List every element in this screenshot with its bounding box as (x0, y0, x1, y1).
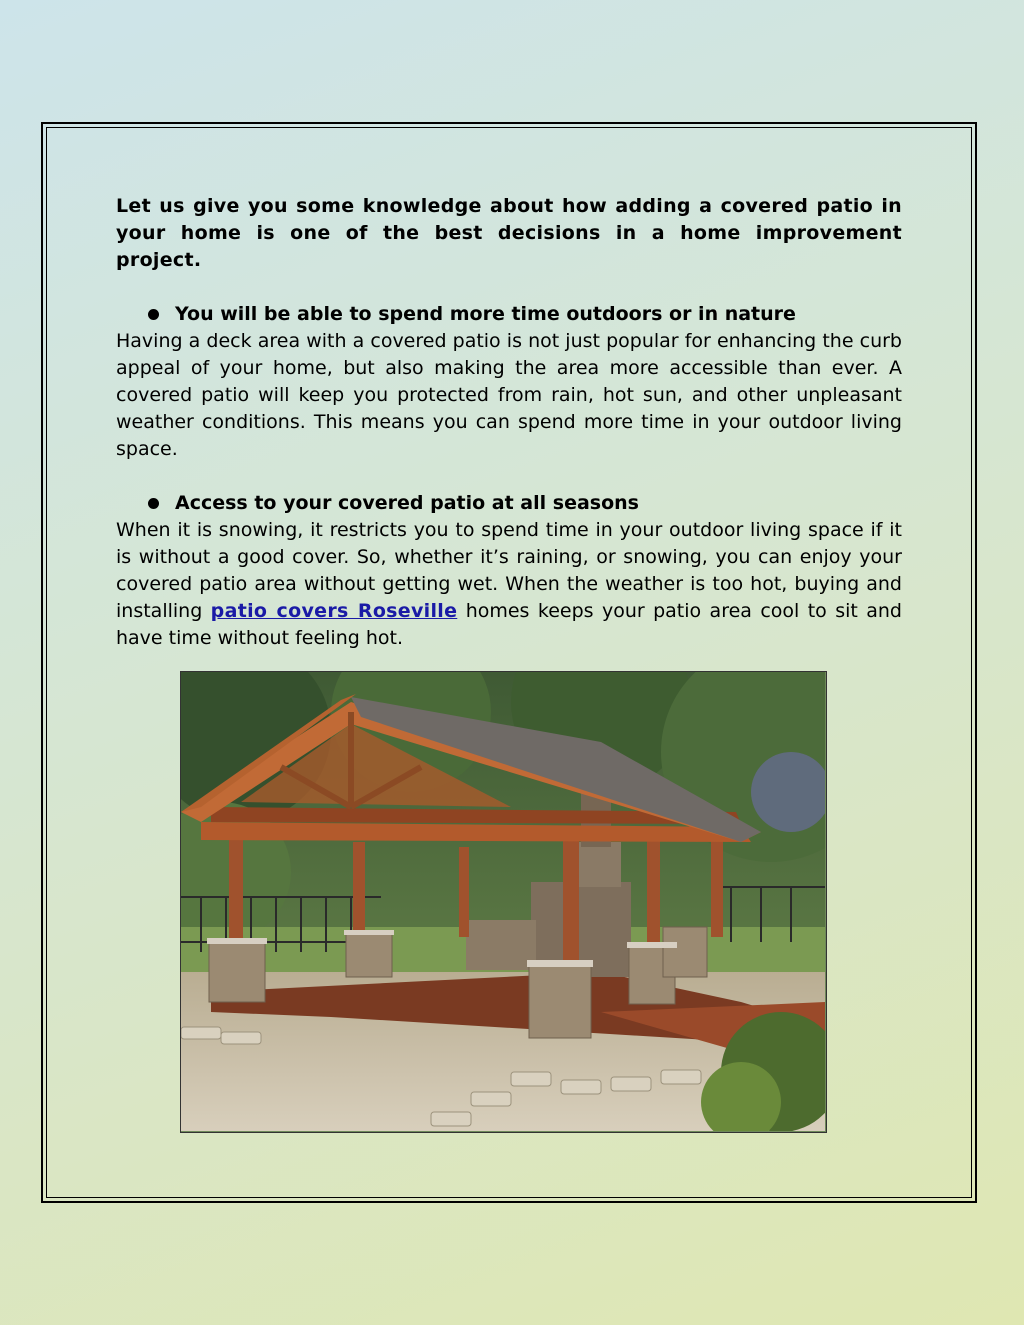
article-content (116, 193, 902, 652)
section-heading-seasons (116, 490, 902, 517)
section-heading-text: Access to your covered patio at all seasons (175, 492, 639, 514)
covered-patio-photo (180, 671, 827, 1133)
section-body-outdoors: Having a deck area with a covered patio is not just popular for enhancing the curb appeal of your home, but also making the area more accessible than ever. A covered patio will keep you protected from rain, hot sun, and other unpleasant weather conditions. This means you can spend more time in your outdoor living space. (116, 330, 902, 460)
section-body-seasons (116, 517, 902, 652)
intro-paragraph: Let us give you some knowledge about how adding a covered patio in your home is one of the best decisions in a home improvement project. (116, 195, 902, 271)
body-text-before-link: When it is snowing, it restricts you to spend time in your outdoor living space if it is without a good cover. So, whether it’s raining, or snowing, you can enjoy your covered patio area without getting wet. When the weather is too hot, buying and installing (116, 519, 902, 622)
patio-covers-link[interactable]: patio covers Roseville (210, 600, 458, 622)
body-text-after-link: homes keeps your patio area cool to sit and have time without feeling hot. (116, 600, 902, 649)
bullet-icon (148, 309, 159, 320)
bullet-icon (148, 498, 159, 509)
section-heading-outdoors (116, 301, 902, 328)
section-heading-text: You will be able to spend more time outdoors or in nature (175, 303, 796, 325)
